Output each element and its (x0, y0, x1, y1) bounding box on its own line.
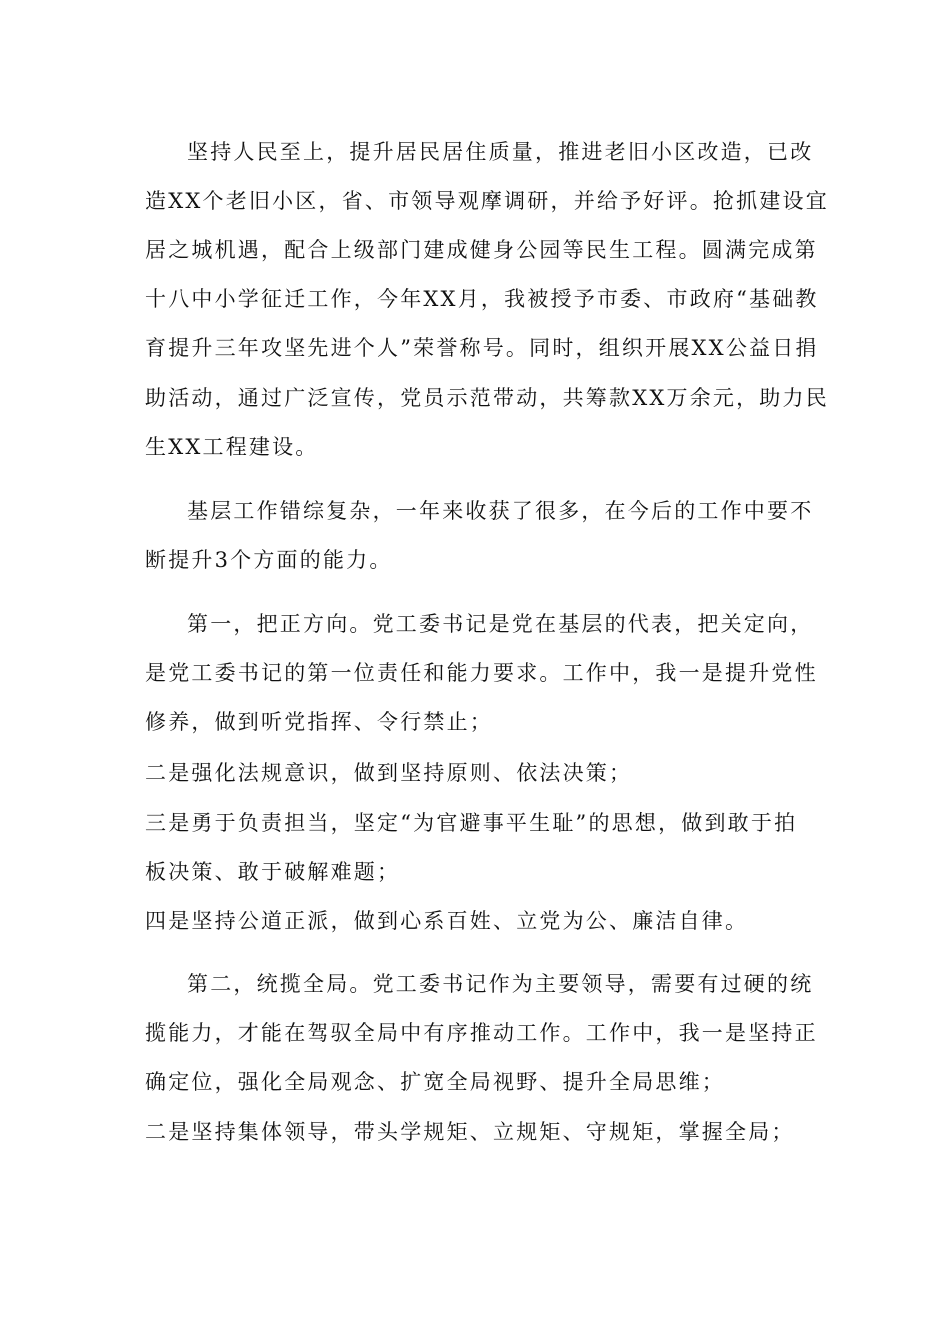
paragraph-3-line-7: 四是坚持公道正派，做到心系百姓、立党为公、廉洁自律。 (145, 909, 749, 933)
paragraph-1-line-7: 生XX工程建设。 (145, 435, 319, 459)
paragraph-3-line-1: 第一，把正方向。党工委书记是党在基层的代表，把关定向， (187, 612, 814, 636)
paragraph-1-line-2: 造XX个老旧小区，省、市领导观摩调研，并给予好评。抢抓建设宜 (145, 189, 829, 213)
paragraph-3-line-5: 三是勇于负责担当，坚定“为官避事平生耻”的思想，做到敢于拍 (145, 811, 798, 835)
paragraph-3-line-4: 二是强化法规意识，做到坚持原则、依法决策； (145, 761, 633, 785)
paragraph-1-line-5: 育提升三年攻坚先进个人”荣誉称号。同时，组织开展XX公益日捐 (145, 336, 819, 360)
paragraph-3-line-3: 修养，做到听党指挥、令行禁止； (145, 710, 493, 734)
paragraph-3-line-6: 板决策、敢于破解难题； (145, 860, 401, 884)
paragraph-1-line-3: 居之城机遇，配合上级部门建成健身公园等民生工程。圆满完成第 (145, 238, 818, 262)
paragraph-4-line-1: 第二，统揽全局。党工委书记作为主要领导，需要有过硬的统 (187, 972, 814, 996)
paragraph-1-line-4: 十八中小学征迁工作，今年XX月，我被授予市委、市政府“基础教 (145, 287, 819, 311)
paragraph-4-line-3: 确定位，强化全局观念、扩宽全局视野、提升全局思维； (145, 1070, 725, 1094)
paragraph-1-line-6: 助活动，通过广泛宣传，党员示范带动，共筹款XX万余元，助力民 (145, 386, 829, 410)
paragraph-2-line-1: 基层工作错综复杂，一年来收获了很多，在今后的工作中要不 (187, 499, 814, 523)
paragraph-4-line-4: 二是坚持集体领导，带头学规矩、立规矩、守规矩，掌握全局； (145, 1120, 795, 1144)
paragraph-1-line-1: 坚持人民至上，提升居民居住质量，推进老旧小区改造，已改 (187, 140, 814, 164)
paragraph-2-line-2: 断提升3个方面的能力。 (145, 548, 393, 572)
paragraph-4-line-2: 揽能力，才能在驾驭全局中有序推动工作。工作中，我一是坚持正 (145, 1021, 818, 1045)
paragraph-3-line-2: 是党工委书记的第一位责任和能力要求。工作中，我一是提升党性 (145, 661, 818, 685)
